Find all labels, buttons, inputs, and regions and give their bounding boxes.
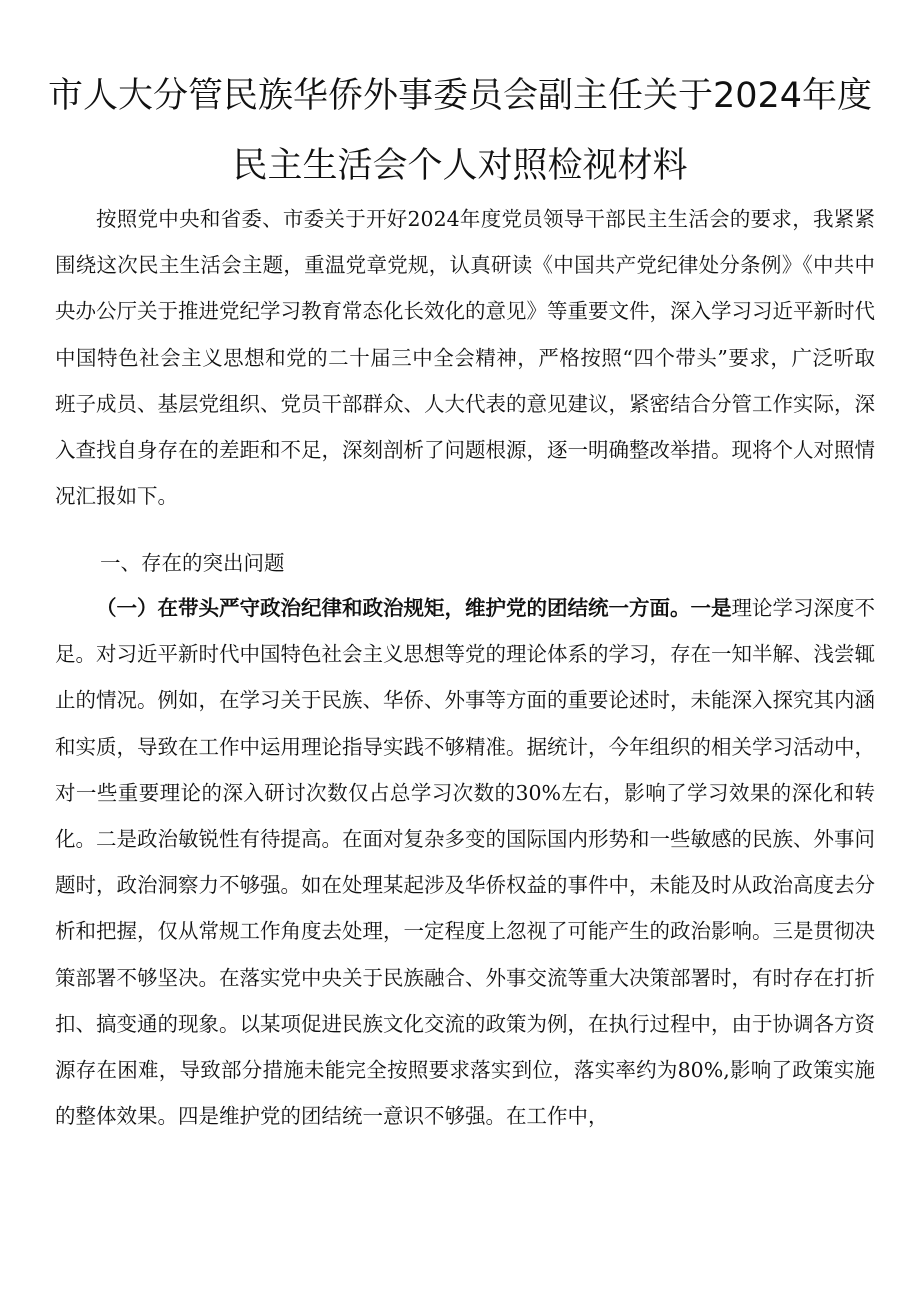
- first-point-marker: 一是: [690, 596, 732, 620]
- intro-paragraph: 按照党中央和省委、市委关于开好2024年度党员领导干部民主生活会的要求，我紧紧围绕这次民主生活会主题，重温党章党规，认真研读《中国共产党纪律处分条例》《中共中央办公厅关于推进党纪学习教育常态化长效化的意见》等重要文件，深入学习习近平新时代中国特色社会主义思想和党的二十届三中全会精神，严格按照“四个带头”要求，广泛听取班子成员、基层党组织、党员干部群众、人大代表的意见建议，紧密结合分管工作实际，深入查找自身存在的差距和不足，深刻剖析了问题根源，逐一明确整改举措。现将个人对照情况汇报如下。: [55, 207, 875, 509]
- subsection-heading-1: （一）在带头严守政治纪律和政治规矩，维护党的团结统一方面。: [96, 596, 691, 620]
- subsection-body-1: 理论学习深度不足。对习近平新时代中国特色社会主义思想等党的理论体系的学习，存在一知半解、浅尝辄止的情况。例如，在学习关于民族、华侨、外事等方面的重要论述时，未能深入探究其内涵和实质，导致在工作中运用理论指导实践不够精准。据统计，今年组织的相关学习活动中，对一些重要理论的深入研讨次数仅占总学习次数的30%左右，影响了学习效果的深化和转化。二是政治敏锐性有待提高。在面对复杂多变的国际国内形势和一些敏感的民族、外事问题时，政治洞察力不够强。如在处理某起涉及华侨权益的事件中，未能及时从政治高度去分析和把握，仅从常规工作角度去处理，一定程度上忽视了可能产生的政治影响。三是贯彻决策部署不够坚决。在落实党中央关于民族融合、外事交流等重大决策部署时，有时存在打折扣、搞变通的现象。以某项促进民族文化交流的政策为例，在执行过程中，由于协调各方资源存在困难，导致部分措施未能完全按照要求落实到位，落实率约为80%,影响了政策实施的整体效果。四是维护党的团结统一意识不够强。在工作中，: [55, 596, 875, 1129]
- section-heading-1: 一、存在的突出问题: [100, 551, 285, 575]
- document-title-line-1: 市人大分管民族华侨外事委员会副主任关于2024年度: [47, 76, 873, 116]
- document-title-line-2: 民主生活会个人对照检视材料: [232, 146, 688, 186]
- subsection-paragraph-1: [55, 585, 875, 1139]
